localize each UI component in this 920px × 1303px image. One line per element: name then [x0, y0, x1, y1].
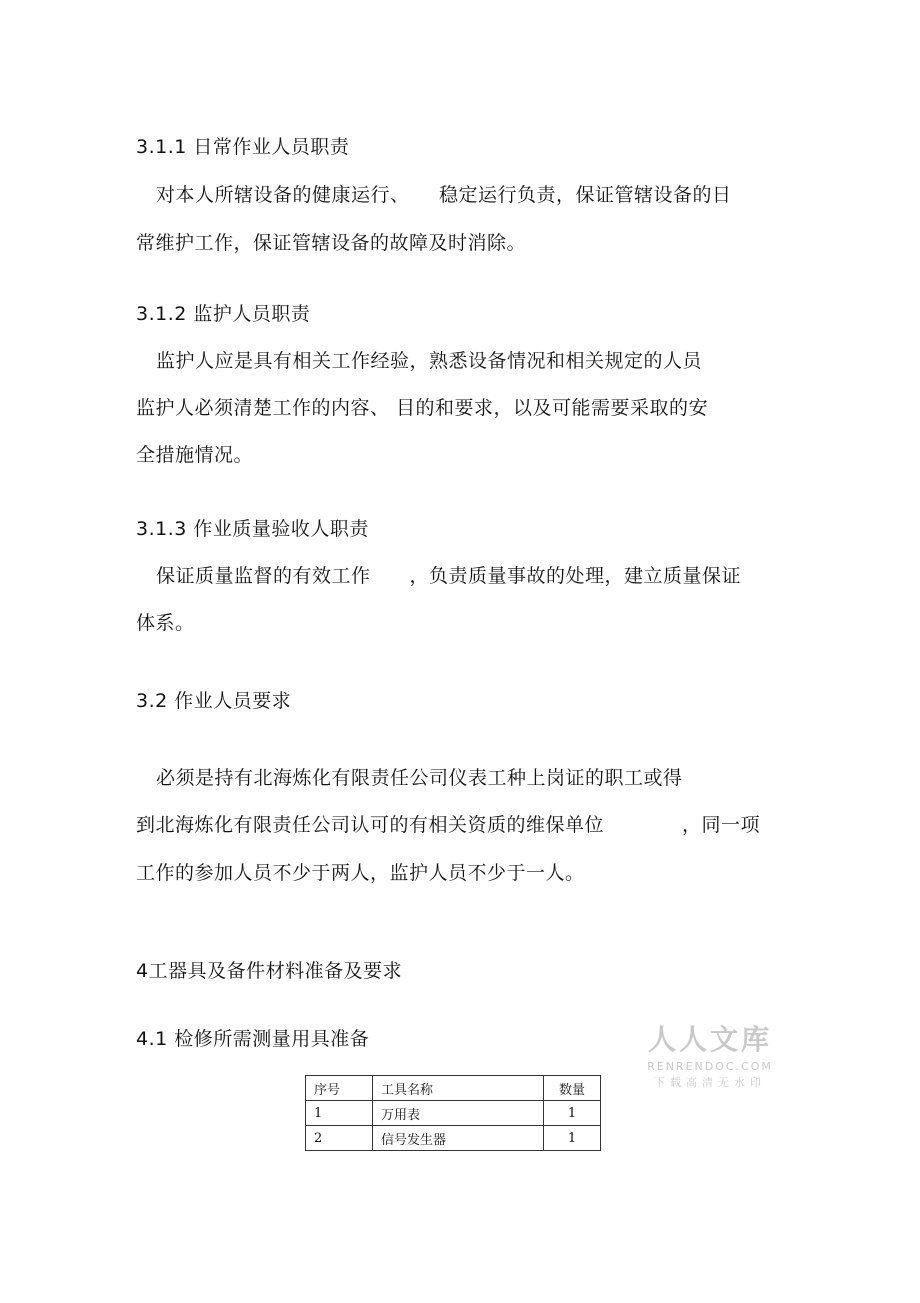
table-row: [306, 1126, 601, 1151]
section-3-1-1-line-1: 对本人所辖设备的健康运行、 稳定运行负责，保证管辖设备的日: [156, 184, 732, 206]
section-4-title: 4工器具及备件材料准备及要求: [136, 960, 403, 982]
table-cell: 万用表: [373, 1101, 544, 1126]
section-3-1-3-line-1: 保证质量监督的有效工作 ，负责质量事故的处理，建立质量保证: [156, 565, 742, 587]
section-3-1-1-line-2: 常维护工作，保证管辖设备的故障及时消除。: [136, 232, 527, 254]
section-3-1-1-title: 3.1.1 日常作业人员职责: [136, 136, 350, 158]
table-cell: 2: [306, 1126, 373, 1151]
section-3-1-2-line-3: 全措施情况。: [136, 444, 254, 466]
table-header-row: [306, 1076, 601, 1101]
table-cell: 信号发生器: [373, 1126, 544, 1151]
tools-table: [305, 1075, 601, 1151]
section-3-2-line-1: 必须是持有北海炼化有限责任公司仪表工种上岗证的职工或得: [156, 767, 683, 789]
table-cell: 1: [544, 1101, 601, 1126]
table-header-cell: 序号: [306, 1076, 373, 1101]
section-3-1-2-title: 3.1.2 监护人员职责: [136, 303, 311, 325]
section-3-1-3-line-2: 体系。: [136, 612, 195, 634]
watermark-note-text: 下载高清无水印: [654, 1076, 766, 1089]
section-3-2-title: 3.2 作业人员要求: [136, 690, 292, 712]
page-cut-mask: [300, 1153, 610, 1173]
table-header-cell: 工具名称: [373, 1076, 544, 1101]
table-cell: 1: [306, 1101, 373, 1126]
watermark-main-text: 人人文库: [647, 1023, 772, 1056]
table-header-cell: 数量: [544, 1076, 601, 1101]
table-row: [306, 1101, 601, 1126]
section-3-2-line-2: 到北海炼化有限责任公司认可的有相关资质的维保单位 ，同一项: [136, 814, 761, 836]
section-3-1-2-line-2: 监护人必须清楚工作的内容、 目的和要求，以及可能需要采取的安: [136, 397, 709, 419]
section-3-2-line-3: 工作的参加人员不少于两人，监护人员不少于一人。: [136, 862, 585, 884]
section-3-1-3-title: 3.1.3 作业质量验收人职责: [136, 518, 369, 540]
watermark-url-text: RENRENDOC.COM: [647, 1060, 773, 1073]
section-4-1-title: 4.1 检修所需测量用具准备: [136, 1028, 370, 1050]
section-3-1-2-line-1: 监护人应是具有相关工作经验，熟悉设备情况和相关规定的人员: [156, 350, 703, 372]
watermark-logo: [646, 1018, 774, 1090]
table-cell: 1: [544, 1126, 601, 1151]
